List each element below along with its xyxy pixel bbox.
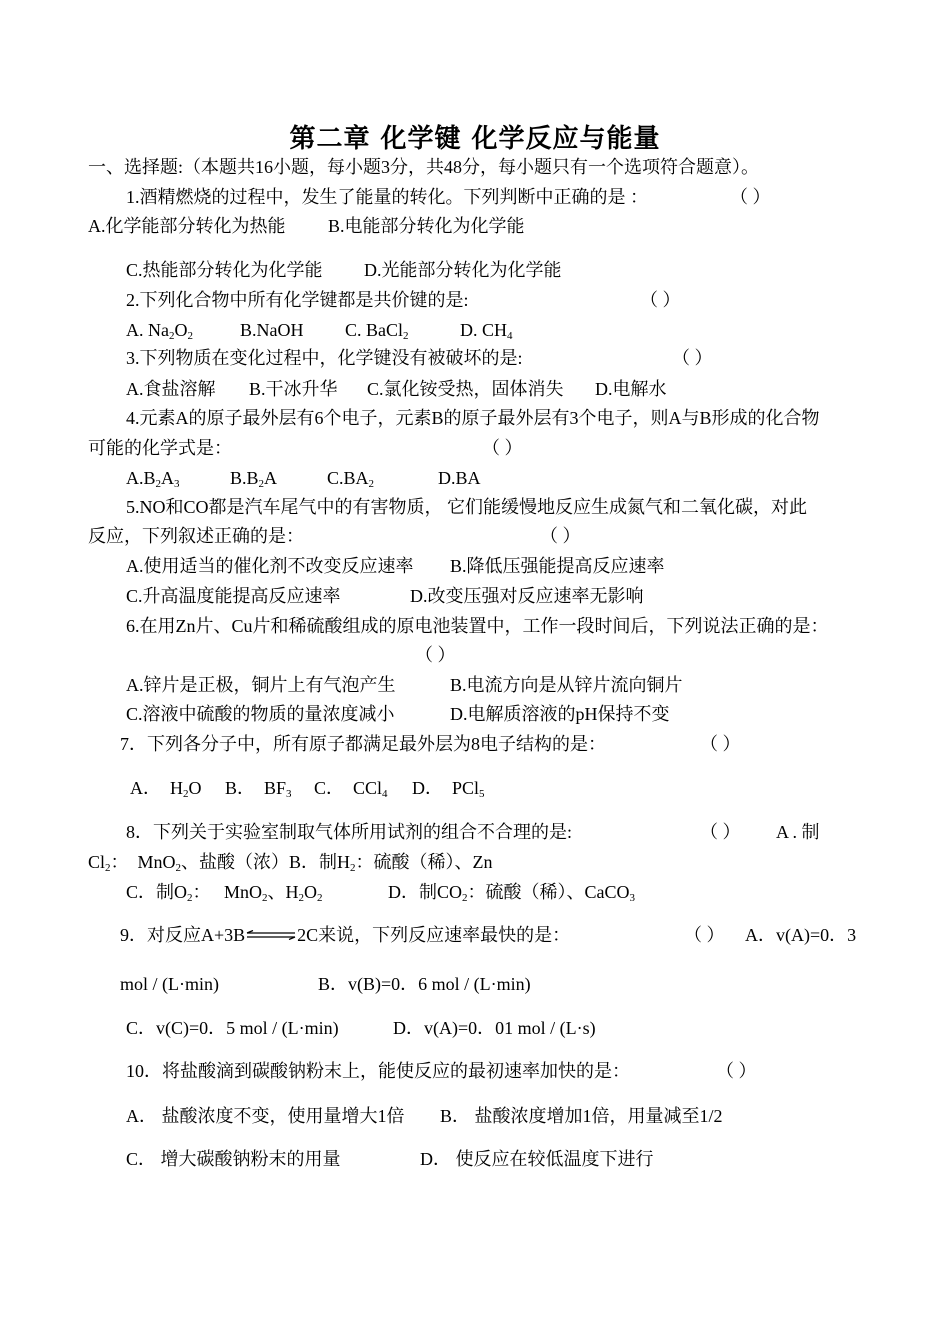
question-4-stem-cont: 可能的化学式是：: [88, 438, 232, 458]
question-9-option-d: D．v(A)=0．01 mol / (L·s): [393, 1018, 596, 1038]
question-3-option-c: C.氯化铵受热，固体消失: [367, 379, 564, 399]
answer-blank: （ ）: [672, 348, 713, 368]
question-7-option-c: C． CCl$_4$: [314, 778, 388, 800]
question-6-stem: 6.在用Zn片、Cu片和稀硫酸组成的原电池装置中，工作一段时间后，下列说法正确的是：: [126, 616, 829, 636]
question-4-stem: 4.元素A的原子最外层有6个电子，元素B的原子最外层有3个电子，则A与B形成的化合物: [126, 408, 820, 428]
question-1-option-a: A.化学能部分转化为热能: [88, 216, 286, 236]
question-6-option-a: A.锌片是正极，铜片上有气泡产生: [126, 675, 396, 695]
question-9-option-a-cont: mol / (L·min): [120, 974, 219, 994]
question-2-option-c: C. BaCl$_2$: [345, 320, 409, 342]
question-5-option-d: D.改变压强对反应速率无影响: [410, 586, 644, 606]
question-8-line-2: $Cl_2$： MnO$_2$、盐酸（浓）B．制$H_2$：硫酸（稀）、Zn: [88, 852, 493, 874]
question-2-option-d: D. $CH_4$: [460, 320, 513, 342]
section-heading: 一、选择题:（本题共16小题，每小题3分，共48分，每小题只有一个选项符合题意）。: [88, 157, 759, 177]
question-10-stem: 10．将盐酸滴到碳酸钠粉末上，能使反应的最初速率加快的是：: [126, 1061, 630, 1081]
question-9-option-b: B．v(B)=0．6 mol / (L·min): [318, 974, 531, 994]
question-10-option-c: C． 增大碳酸钠粉末的用量: [126, 1149, 341, 1169]
question-4-option-d: D.BA: [438, 468, 481, 488]
question-3-stem: 3.下列物质在变化过程中，化学键没有被破坏的是:: [126, 348, 523, 368]
question-8-option-c: C．制$O_2$： MnO$_2$、$H_2O_2$: [126, 882, 323, 904]
reversible-arrow-icon: [245, 930, 297, 940]
question-6-option-b: B.电流方向是从锌片流向铜片: [450, 675, 683, 695]
answer-blank: （ ）: [540, 526, 581, 546]
question-10-option-b: B． 盐酸浓度增加1倍，用量减至1/2: [440, 1106, 723, 1126]
question-3-option-d: D.电解水: [595, 379, 667, 399]
question-10-option-a: A． 盐酸浓度不变，使用量增大1倍: [126, 1106, 405, 1126]
question-7-option-b: B． $BF_3$: [225, 778, 292, 800]
question-1-option-b: B.电能部分转化为化学能: [328, 216, 525, 236]
page-title: 第二章 化学键 化学反应与能量: [289, 124, 661, 154]
answer-blank: （ ）: [640, 290, 681, 310]
question-1-stem: 1.酒精燃烧的过程中，发生了能量的转化。下列判断中正确的是 ：: [126, 187, 648, 207]
answer-blank: （ ）: [730, 187, 771, 207]
question-6-option-c: C.溶液中硫酸的物质的量浓度减小: [126, 704, 395, 724]
question-5-stem: 5.NO和CO都是汽车尾气中的有害物质， 它们能缓慢地反应生成氮气和二氧化碳，对此: [126, 497, 807, 517]
question-8-stem: 8．下列关于实验室制取气体所用试剂的组合不合理的是:: [126, 822, 572, 842]
question-2-stem: 2.下列化合物中所有化学键都是共价键的是:: [126, 290, 469, 310]
question-2-option-a: A. $Na_2O_2$: [126, 320, 193, 342]
question-7-option-a: A． $H_2O$: [130, 778, 202, 800]
question-4-option-c: $C.BA_2$: [327, 468, 375, 490]
question-3-option-a: A.食盐溶解: [126, 379, 216, 399]
answer-blank: （ ）: [700, 822, 741, 842]
question-10-option-d: D． 使反应在较低温度下进行: [420, 1149, 654, 1169]
question-2-option-b: B.NaOH: [240, 320, 304, 340]
answer-blank: （ ）: [482, 438, 523, 458]
question-7-stem: 7．下列各分子中，所有原子都满足最外层为8电子结构的是：: [120, 734, 606, 754]
answer-blank: （ ）: [700, 734, 741, 754]
question-6-option-d: D.电解质溶液的pH保持不变: [450, 704, 670, 724]
question-5-option-a: A.使用适当的催化剂不改变反应速率: [126, 556, 414, 576]
question-5-option-c: C.升高温度能提高反应速率: [126, 586, 341, 606]
question-9-stem: 9．对反应A+3B 2C来说，下列反应速率最快的是：: [120, 925, 571, 945]
question-7-option-d: D． PCl$_5$: [412, 778, 485, 800]
answer-blank: （ ）: [415, 645, 456, 665]
question-8-option-a-label: A . 制: [776, 822, 820, 842]
question-5-option-b: B.降低压强能提高反应速率: [450, 556, 665, 576]
question-1-option-d: D.光能部分转化为化学能: [364, 260, 562, 280]
answer-blank: （ ）: [716, 1061, 757, 1081]
question-9-option-a: A．v(A)=0．3: [745, 925, 857, 945]
question-9-option-c: C．v(C)=0．5 mol / (L·min): [126, 1018, 339, 1038]
question-1-option-c: C.热能部分转化为化学能: [126, 260, 323, 280]
question-4-option-b: $B.B_2A$: [230, 468, 278, 490]
question-4-option-a: $A.B_2A_3$: [126, 468, 180, 490]
answer-blank: （ ）: [684, 925, 725, 945]
question-5-stem-cont: 反应，下列叙述正确的是：: [88, 526, 304, 546]
question-3-option-b: B.干冰升华: [249, 379, 338, 399]
question-8-option-d: D．制$CO_2$：硫酸（稀）、CaCO$_3$: [388, 882, 636, 904]
